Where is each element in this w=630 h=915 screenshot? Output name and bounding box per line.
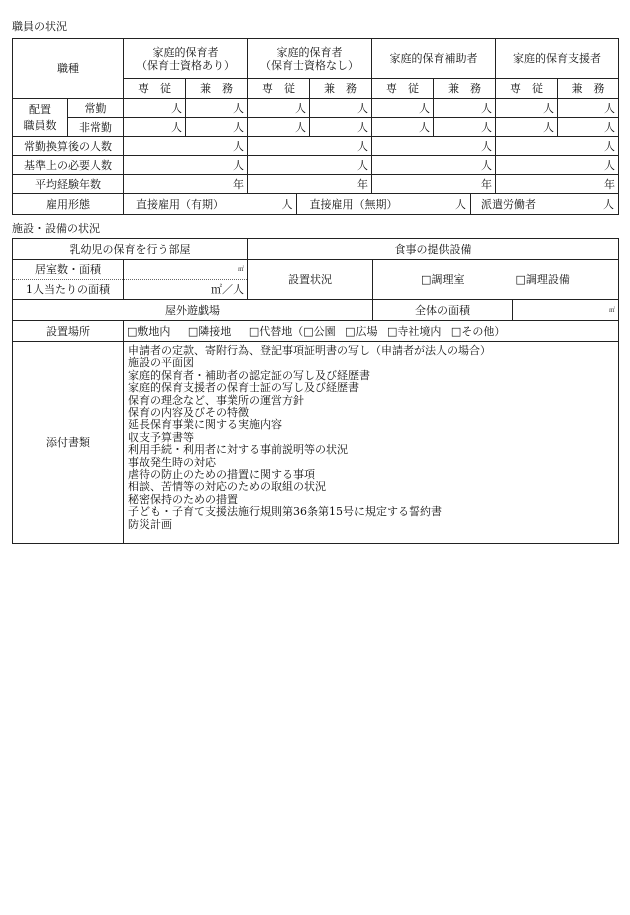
rooms-area-label: 居室数・面積 [13,260,124,280]
subcol-dedicated: 専 従 [496,79,558,99]
attachment-item: 虐待の防止のための措置に関する事項 [128,468,315,482]
employment-permanent[interactable]: 直接雇用（無期） 人 [297,194,470,214]
fulltime-cell[interactable]: 人 [248,99,310,118]
employment-row [124,194,619,215]
col-header-caregiver-uncertified: 家庭的保育者 （保育士資格なし） [248,39,372,79]
attachment-item: 申請者の定款、寄附行為、登記事項証明書の写し（申請者が法人の場合） [128,344,491,357]
required-cell[interactable]: 人 [496,156,619,175]
fulltime-cell[interactable]: 人 [124,99,186,118]
facility-table [12,238,619,544]
attachment-item: 家庭的保育支援者の保育士証の写し及び経歴書 [128,381,359,395]
staff-section-heading: 職員の状況 [12,20,67,33]
attachment-item: 事故発生時の対応 [128,455,216,469]
total-area-cell[interactable]: ㎡ [513,300,619,321]
kitchen-room-checkbox[interactable]: □調理室 [373,260,513,300]
fulltime-cell[interactable]: 人 [558,99,619,118]
col-header-supporter: 家庭的保育支援者 [496,39,619,79]
parttime-label: 非常勤 [68,118,124,137]
subcol-concurrent: 兼 務 [310,79,372,99]
employment-label: 雇用形態 [13,194,124,215]
employment-fixed-term[interactable]: 直接雇用（有期） 人 [124,194,297,214]
fulltime-cell[interactable]: 人 [310,99,372,118]
attachment-item: 相談、苦情等の対応のための取組の状況 [128,480,326,494]
parttime-cell[interactable]: 人 [124,118,186,137]
fte-cell[interactable]: 人 [248,137,372,156]
fte-label: 常勤換算後の人数 [13,137,124,156]
parttime-cell[interactable]: 人 [558,118,619,137]
experience-label: 平均経験年数 [13,175,124,194]
parttime-cell[interactable]: 人 [372,118,434,137]
per-person-area-cell[interactable]: ㎡／人 [124,280,248,300]
install-status-label: 設置状況 [248,260,373,300]
parttime-cell[interactable]: 人 [186,118,248,137]
fulltime-cell[interactable]: 人 [496,99,558,118]
location-label: 設置場所 [13,321,124,342]
nursery-room-header: 乳幼児の保育を行う部屋 [13,239,248,260]
location-plaza-checkbox[interactable]: □広場 [345,324,378,338]
location-park-checkbox[interactable]: □代替地（□公園 [248,324,336,338]
fte-cell[interactable]: 人 [496,137,619,156]
col-header-caregiver-certified: 家庭的保育者 （保育士資格あり） [124,39,248,79]
attachment-item: 利用手続・利用者に対する事前説明等の状況 [128,443,348,457]
location-other-checkbox[interactable]: □その他） [450,324,506,338]
location-adjacent-checkbox[interactable]: □隣接地 [187,324,232,338]
total-area-label: 全体の面積 [373,300,513,321]
location-shrine-checkbox[interactable]: □寺社境内 [387,324,442,338]
required-cell[interactable]: 人 [248,156,372,175]
fulltime-label: 常勤 [68,99,124,118]
experience-cell[interactable]: 年 [496,175,619,194]
required-cell[interactable]: 人 [372,156,496,175]
fulltime-cell[interactable]: 人 [372,99,434,118]
meal-equipment-header: 食事の提供設備 [248,239,619,260]
staff-table [12,38,619,215]
placement-label: 配置 職員数 [13,99,68,137]
required-label: 基準上の必要人数 [13,156,124,175]
parttime-cell[interactable]: 人 [310,118,372,137]
fulltime-cell[interactable]: 人 [186,99,248,118]
location-options [124,321,619,342]
subcol-dedicated: 専 従 [124,79,186,99]
fte-cell[interactable]: 人 [124,137,248,156]
attachment-item: 子ども・子育て支援法施行規則第36条第15号に規定する誓約書 [128,505,442,519]
experience-cell[interactable]: 年 [248,175,372,194]
required-cell[interactable]: 人 [124,156,248,175]
fte-cell[interactable]: 人 [372,137,496,156]
attachment-item: 秘密保持のための措置 [128,492,238,506]
employment-dispatched[interactable]: 派遣労働者 人 [480,197,614,211]
subcol-dedicated: 専 従 [248,79,310,99]
attachment-item: 延長保育事業に関する実施内容 [128,418,282,432]
attachment-item: 収支予算書等 [128,430,194,444]
attachment-item: 防災計画 [128,517,172,531]
col-header-assistant: 家庭的保育補助者 [372,39,496,79]
subcol-concurrent: 兼 務 [186,79,248,99]
experience-cell[interactable]: 年 [372,175,496,194]
kitchen-equipment-checkbox[interactable]: □調理設備 [513,260,619,300]
attachments-list [128,345,614,531]
experience-cell[interactable]: 年 [124,175,248,194]
attachment-item: 施設の平面図 [128,356,194,370]
attachment-item: 家庭的保育者・補助者の認定証の写し及び経歴書 [128,368,370,382]
attachment-item: 保育の理念など、事業所の運営方針 [128,393,304,407]
outdoor-play-area-label: 屋外遊戯場 [13,300,373,321]
subcol-concurrent: 兼 務 [558,79,619,99]
attachment-item: 保育の内容及びその特徴 [128,406,249,420]
subcol-dedicated: 専 従 [372,79,434,99]
location-onsite-checkbox[interactable]: □敷地内 [127,324,171,338]
parttime-cell[interactable]: 人 [496,118,558,137]
col-header-type: 職種 [13,39,124,99]
fulltime-cell[interactable]: 人 [434,99,496,118]
facility-section-heading: 施設・設備の状況 [12,222,100,235]
attachments-list-cell [124,342,619,544]
parttime-cell[interactable]: 人 [434,118,496,137]
rooms-area-cell[interactable]: ㎡ [124,260,248,280]
attachments-label: 添付書類 [13,342,124,544]
parttime-cell[interactable]: 人 [248,118,310,137]
subcol-concurrent: 兼 務 [434,79,496,99]
per-person-area-label: 1人当たりの面積 [13,280,124,300]
